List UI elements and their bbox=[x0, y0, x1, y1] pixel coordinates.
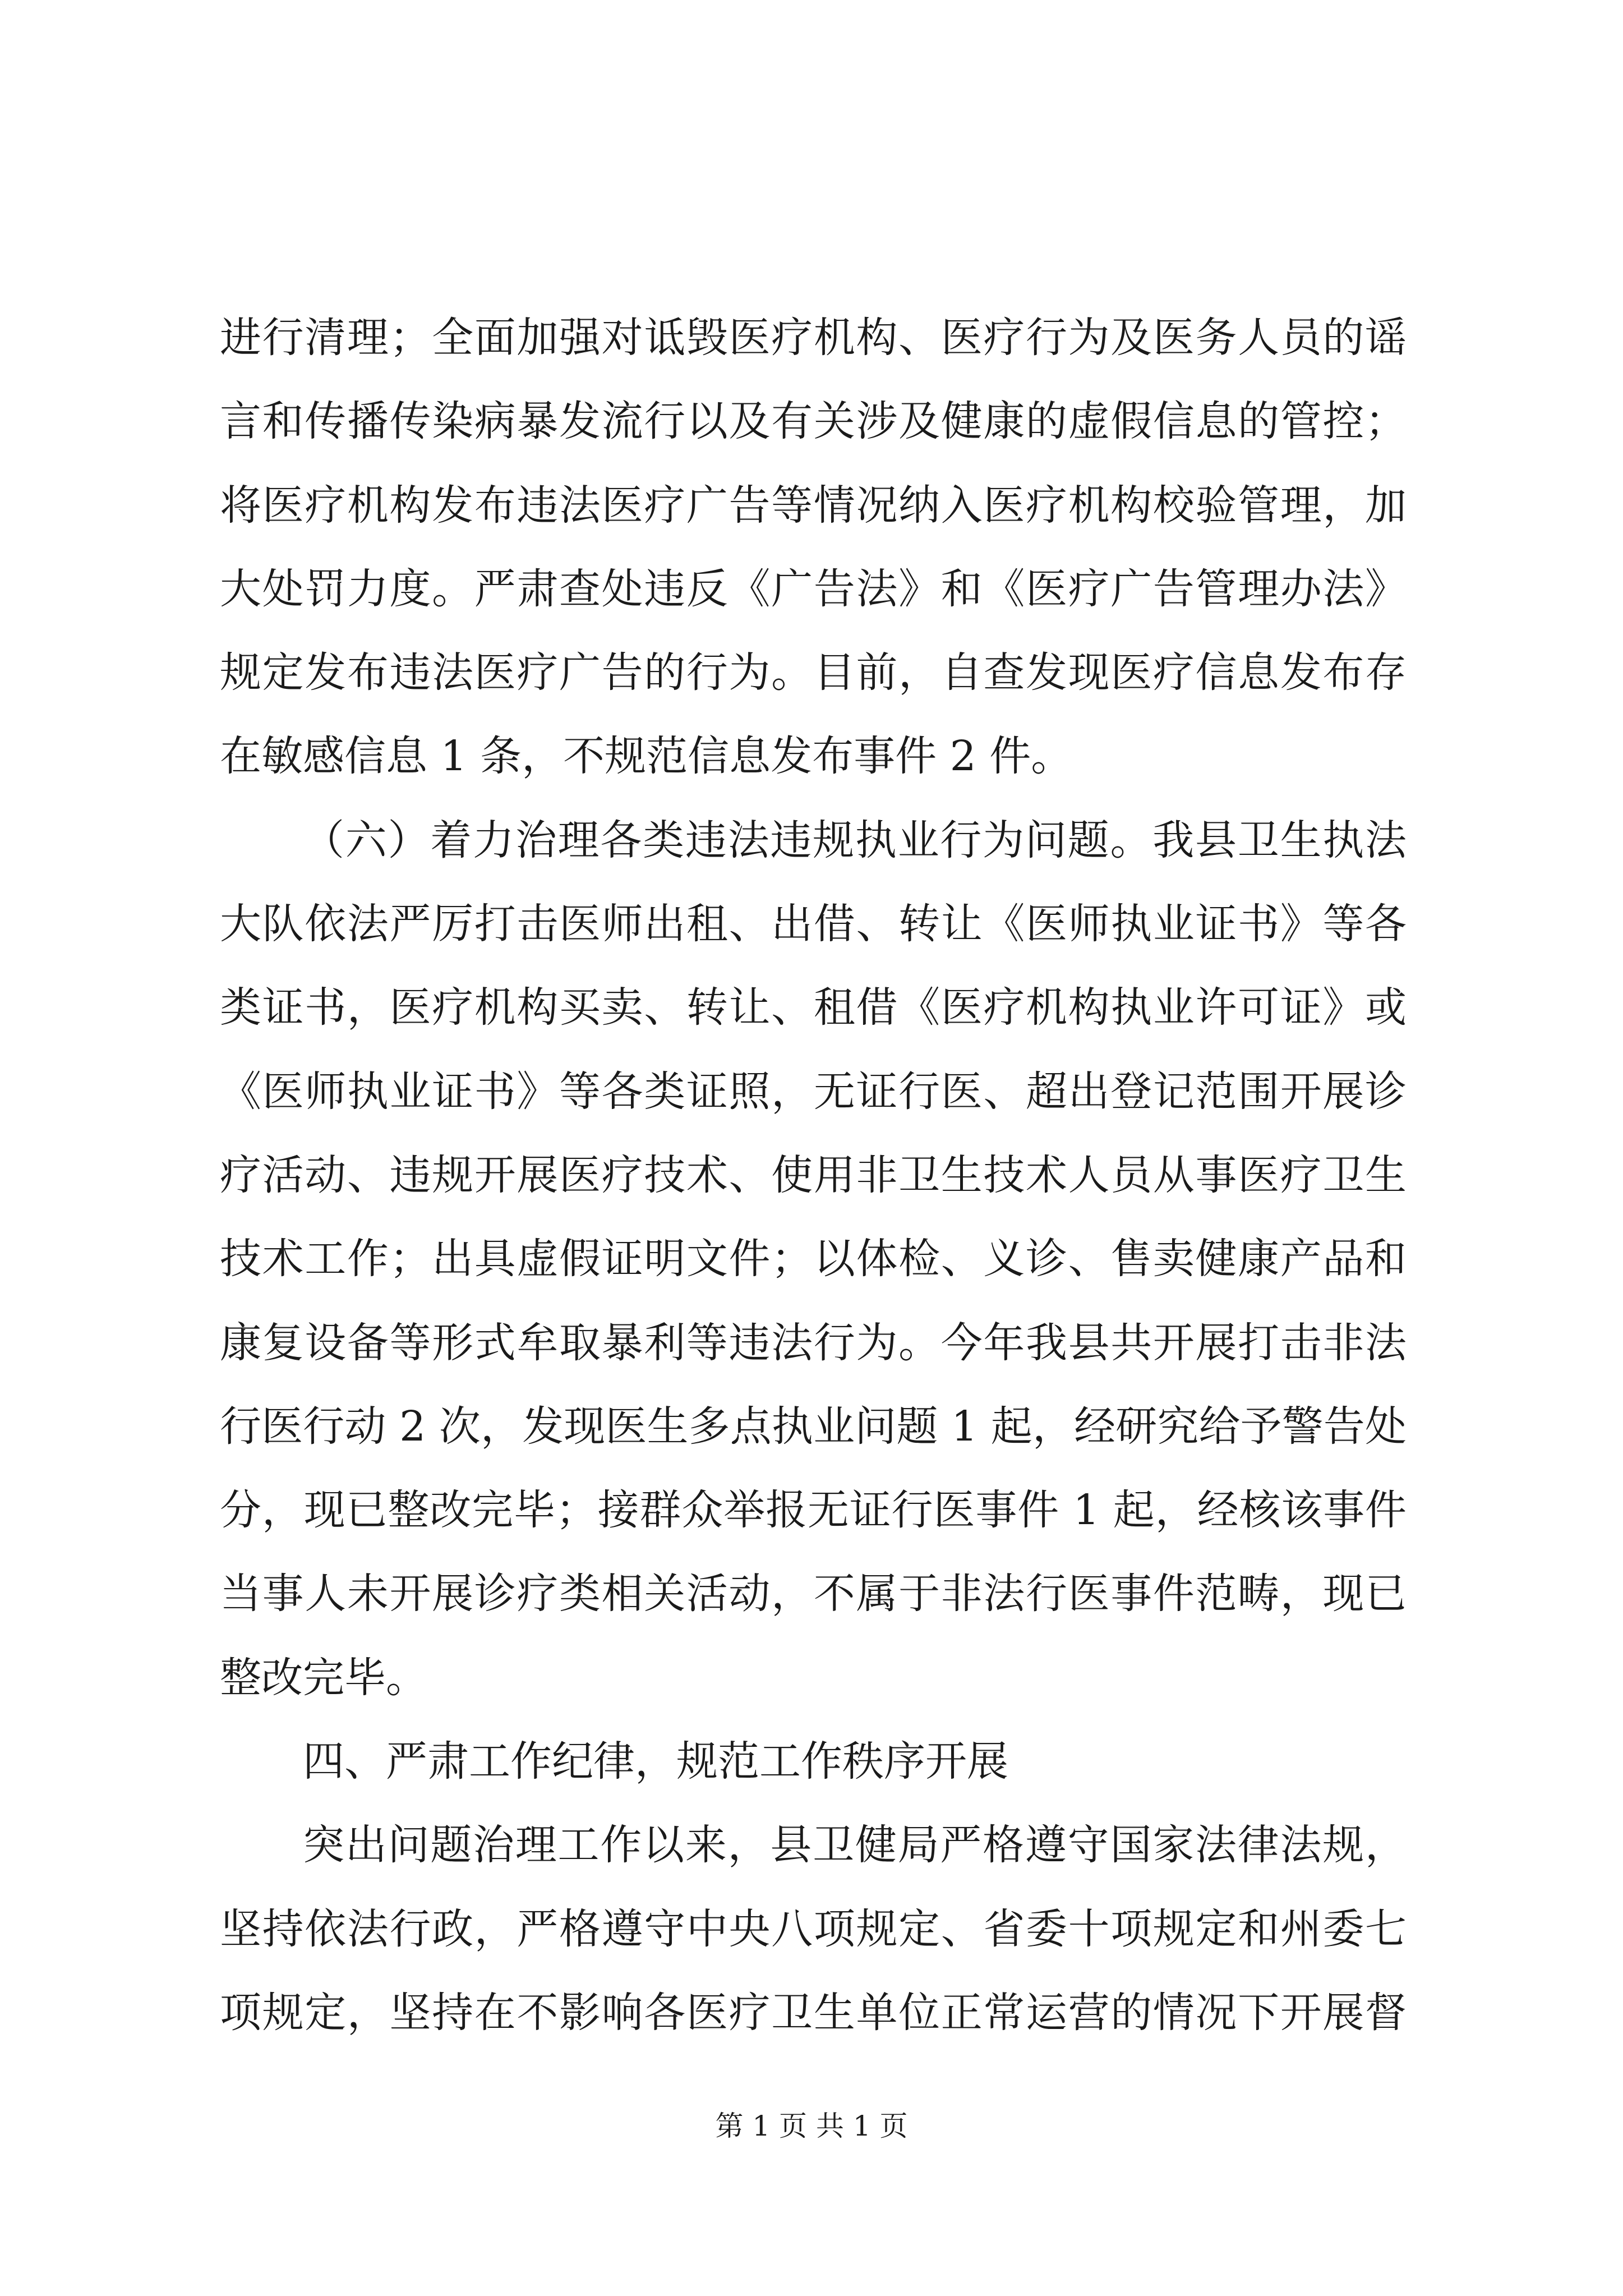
document-body bbox=[220, 296, 1407, 2055]
text-line: 坚持依法行政，严格遵守中央八项规定、省委十项规定和州委七 bbox=[220, 1904, 1407, 1953]
text-line: 当事人未开展诊疗类相关活动，不属于非法行医事件范畴，现已 bbox=[220, 1570, 1407, 1618]
text-line: 分，现已整改完毕；接群众举报无证行医事件 1 起，经核该事件 bbox=[220, 1486, 1407, 1535]
text-line: 《医师执业证书》等各类证照，无证行医、超出登记范围开展诊 bbox=[220, 1067, 1407, 1116]
text-line: 行医行动 2 次，发现医生多点执业问题 1 起，经研究给予警告处 bbox=[220, 1402, 1407, 1451]
text-line: 康复设备等形式牟取暴利等违法行为。今年我县共开展打击非法 bbox=[220, 1318, 1407, 1367]
text-line: 言和传播传染病暴发流行以及有关涉及健康的虚假信息的管控； bbox=[220, 397, 1407, 446]
page-footer: 第 1 页 共 1 页 bbox=[715, 2110, 908, 2142]
text-line: 进行清理；全面加强对诋毁医疗机构、医疗行为及医务人员的谣 bbox=[220, 314, 1407, 362]
text-line: 在敏感信息 1 条，不规范信息发布事件 2 件。 bbox=[220, 732, 1073, 781]
text-line: 项规定，坚持在不影响各医疗卫生单位正常运营的情况下开展督 bbox=[220, 1988, 1407, 2037]
text-line: 大队依法严厉打击医师出租、出借、转让《医师执业证书》等各 bbox=[220, 900, 1407, 949]
text-line: 整改完毕。 bbox=[220, 1653, 427, 1702]
text-line: 规定发布违法医疗广告的行为。目前，自查发现医疗信息发布存 bbox=[220, 648, 1407, 697]
text-line: 四、严肃工作纪律，规范工作秩序开展 bbox=[303, 1737, 1008, 1786]
text-line: 类证书，医疗机构买卖、转让、租借《医疗机构执业许可证》或 bbox=[220, 983, 1407, 1032]
text-line: 技术工作；出具虚假证明文件；以体检、义诊、售卖健康产品和 bbox=[220, 1235, 1407, 1283]
text-line: 将医疗机构发布违法医疗广告等情况纳入医疗机构校验管理，加 bbox=[220, 481, 1407, 530]
text-line: 突出问题治理工作以来，县卫健局严格遵守国家法律法规， bbox=[303, 1821, 1407, 1870]
text-line: 大处罚力度。严肃查处违反《广告法》和《医疗广告管理办法》 bbox=[220, 564, 1407, 613]
text-line: 疗活动、违规开展医疗技术、使用非卫生技术人员从事医疗卫生 bbox=[220, 1151, 1407, 1199]
text-line: （六）着力治理各类违法违规执业行为问题。我县卫生执法 bbox=[303, 816, 1407, 864]
